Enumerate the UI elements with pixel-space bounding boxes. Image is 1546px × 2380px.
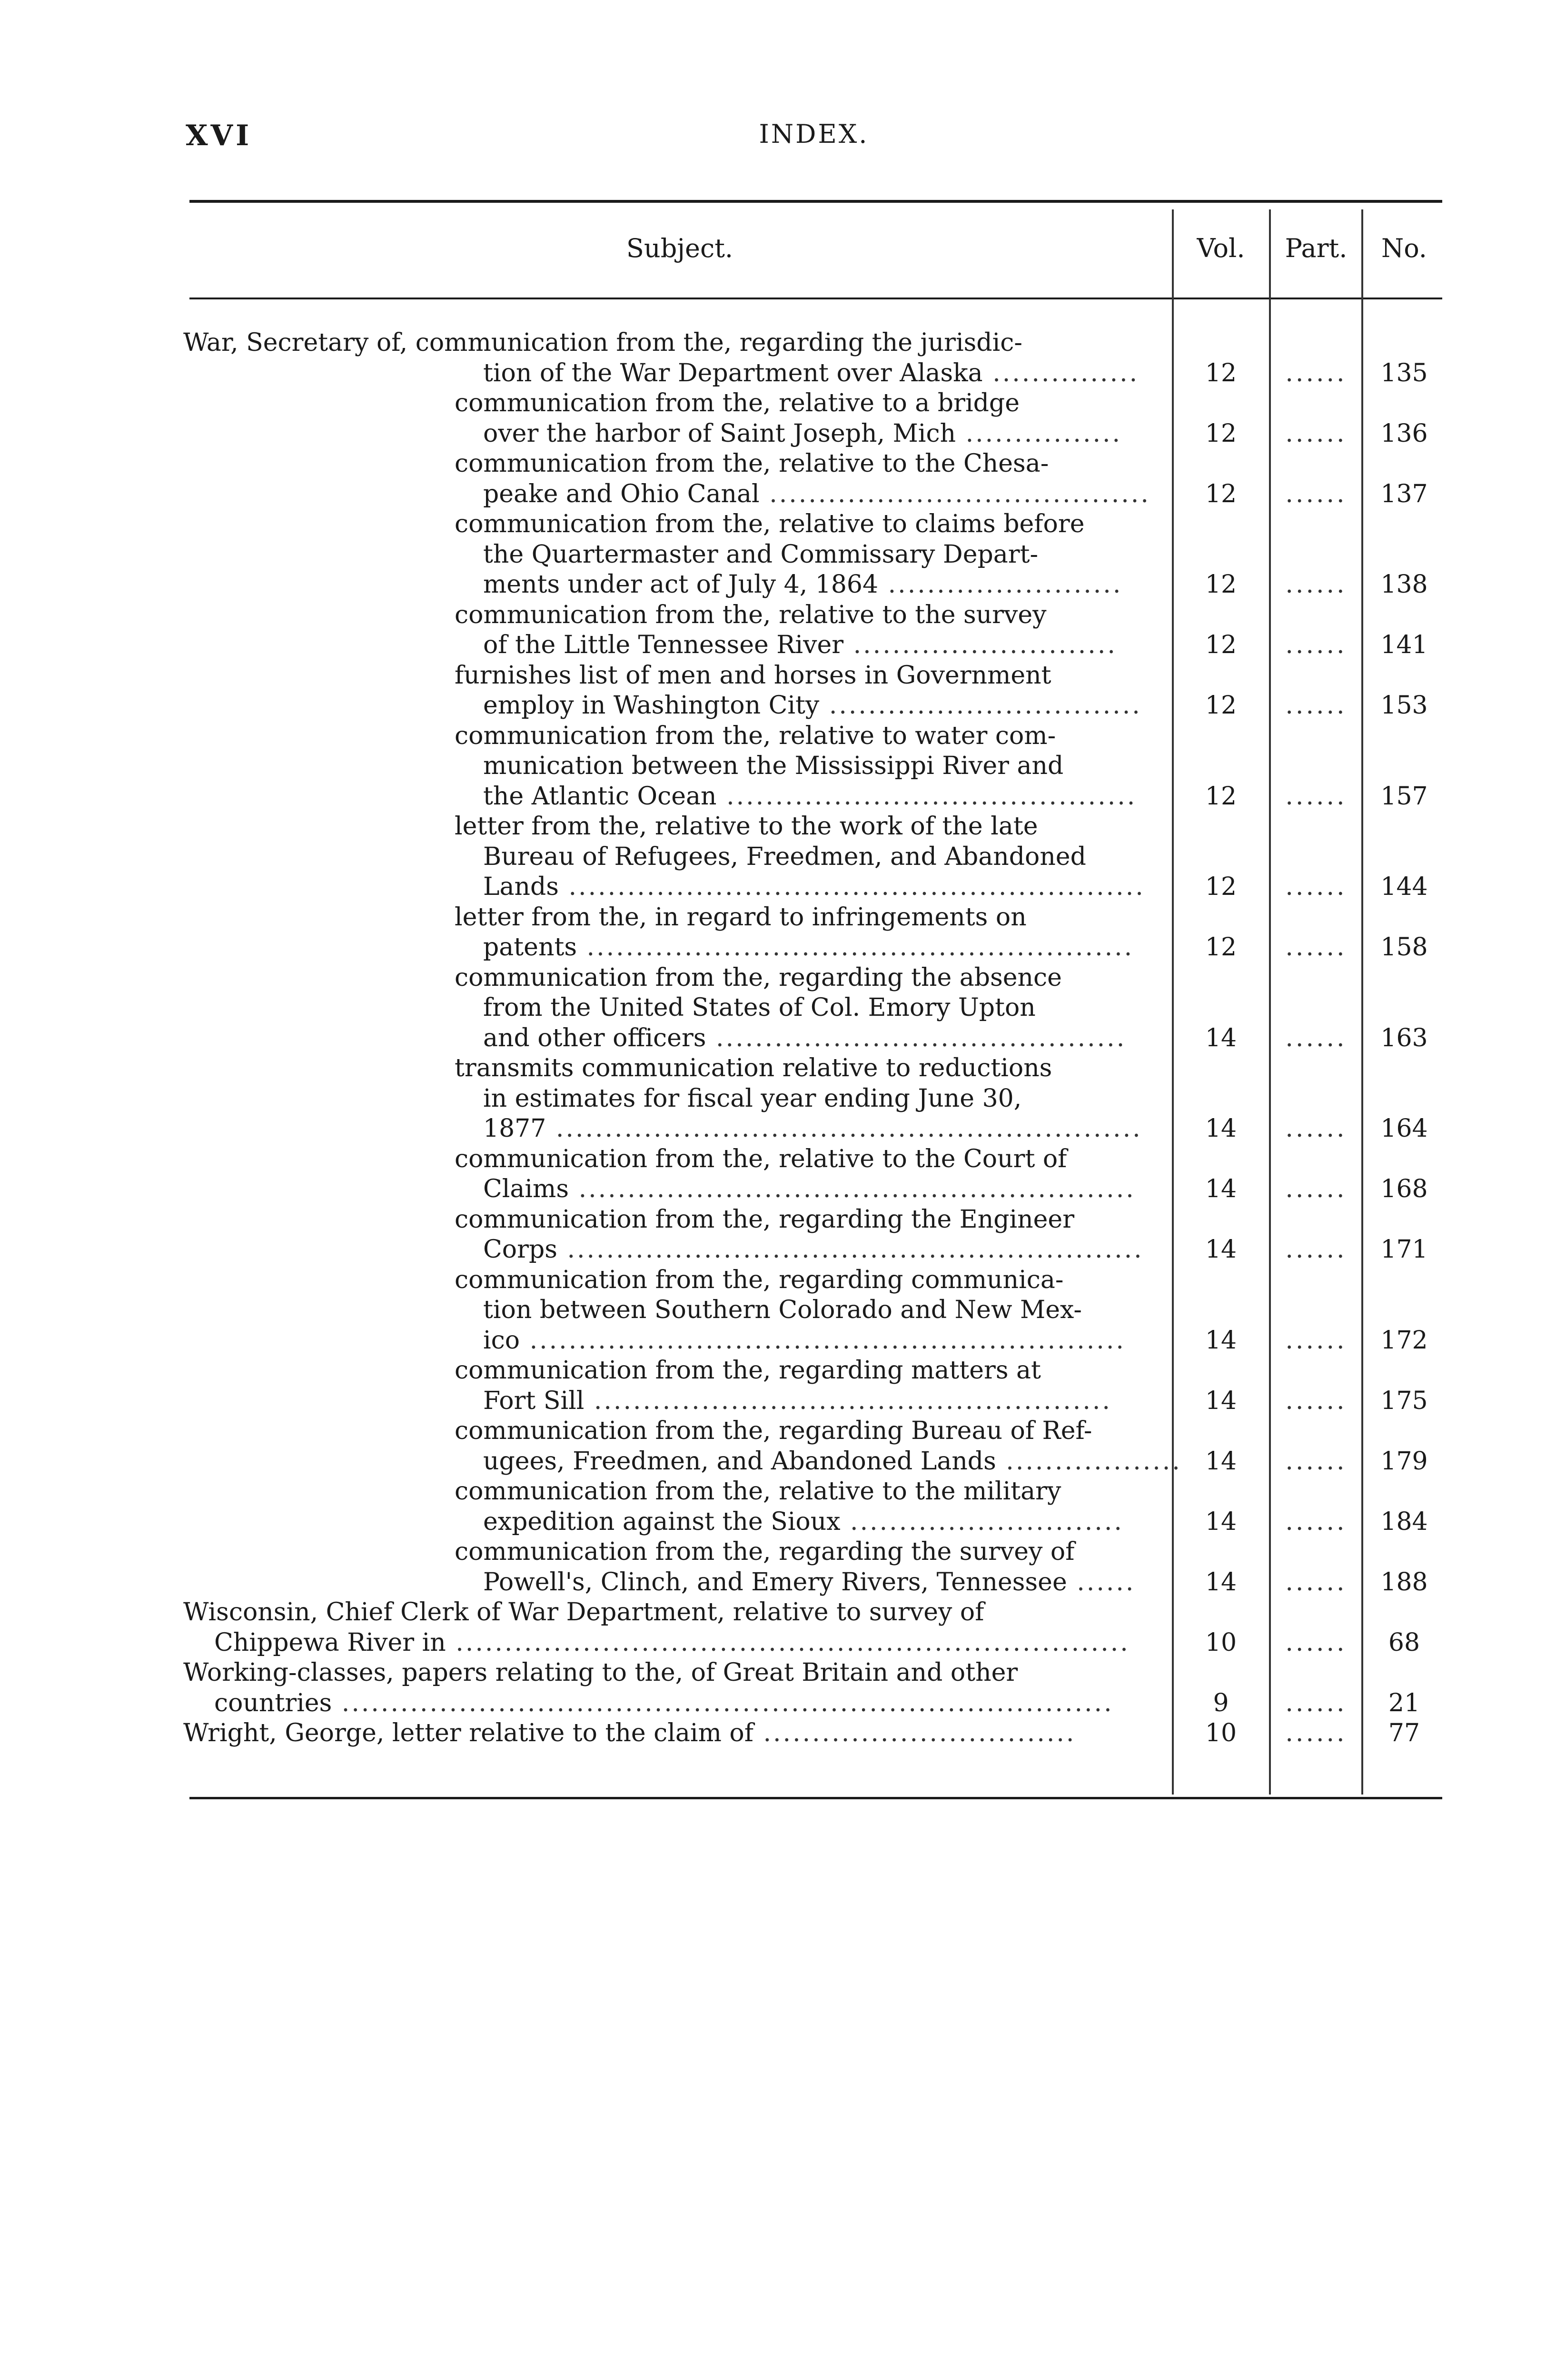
subject-line: transmits communication relative to reductions [455, 1054, 1052, 1082]
no-cell: 138 [1380, 570, 1428, 599]
part-cell: ...... [1285, 479, 1347, 508]
dot-leader: ......................................................... [569, 1175, 1136, 1203]
no-cell: 136 [1380, 419, 1428, 448]
subject-line: Bureau of Refugees, Freedmen, and Abandoned [483, 842, 1086, 871]
dot-leader: ................................ [819, 691, 1142, 720]
subject-line: Wisconsin, Chief Clerk of War Department, relative to survey of [183, 1598, 984, 1626]
no-cell: 157 [1380, 782, 1428, 811]
part-cell: ...... [1285, 1386, 1347, 1415]
vol-cell: 12 [1205, 419, 1237, 448]
part-cell: ...... [1285, 1567, 1347, 1597]
vol-cell: 14 [1205, 1567, 1237, 1597]
vol-cell: 14 [1205, 1114, 1237, 1143]
vol-cell: 12 [1205, 782, 1237, 811]
subject-line: patents ........................................................ [483, 933, 1134, 962]
subject-line: communication from the, relative to water com- [455, 721, 1056, 750]
no-cell: 164 [1380, 1114, 1428, 1143]
part-cell: ...... [1285, 570, 1347, 599]
dot-leader: ..................................................................... [446, 1628, 1130, 1657]
dot-leader: .......................................... [716, 782, 1137, 811]
dot-leader: .................. [996, 1447, 1182, 1476]
no-cell: 144 [1380, 873, 1428, 901]
bottom-rule [189, 1797, 1442, 1799]
part-cell: ...... [1285, 1688, 1347, 1717]
subject-line: Chippewa River in ..................................................................... [214, 1628, 1130, 1657]
subject-line: communication from the, regarding communica- [455, 1265, 1064, 1294]
part-cell: ...... [1285, 1114, 1347, 1143]
dot-leader: ................ [956, 419, 1122, 448]
part-cell: ...... [1285, 1719, 1347, 1747]
subject-line: letter from the, in regard to infringements on [455, 902, 1027, 932]
part-cell: ...... [1285, 691, 1347, 720]
vol-cell: 10 [1205, 1719, 1237, 1747]
no-cell: 171 [1380, 1235, 1428, 1264]
dot-leader: ............................................................. [520, 1326, 1126, 1355]
vol-cell: 14 [1205, 1326, 1237, 1355]
vol-cell: 12 [1205, 631, 1237, 659]
subject-line: from the United States of Col. Emory Upton [483, 993, 1036, 1022]
subject-line: Working-classes, papers relating to the, of Great Britain and other [183, 1658, 1018, 1687]
dot-leader: ........................................................ [577, 933, 1134, 962]
dot-leader: ............................................................ [546, 1114, 1142, 1143]
no-cell: 141 [1380, 631, 1428, 659]
subject-line: communication from the, relative to the military [455, 1477, 1061, 1506]
part-cell: ...... [1285, 782, 1347, 811]
vol-cell: 14 [1205, 1507, 1237, 1536]
subject-line: Fort Sill ..................................................... [483, 1386, 1112, 1415]
column-header-vol: Vol. [1197, 233, 1245, 263]
no-cell: 172 [1380, 1326, 1428, 1355]
subject-line: Powell's, Clinch, and Emery Rivers, Tennessee ...... [483, 1567, 1136, 1597]
column-divider [1269, 209, 1271, 1795]
vol-cell: 12 [1205, 479, 1237, 508]
subject-line: furnishes list of men and horses in Government [455, 661, 1051, 690]
part-cell: ...... [1285, 358, 1347, 387]
part-cell: ...... [1285, 1628, 1347, 1657]
subject-line: communication from the, regarding the absence [455, 963, 1062, 992]
subject-line: 1877 ............................................................ [483, 1114, 1142, 1143]
dot-leader: ............................ [840, 1507, 1124, 1536]
vol-cell: 14 [1205, 1023, 1237, 1052]
vol-cell: 14 [1205, 1386, 1237, 1415]
subject-line: expedition against the Sioux ............................ [483, 1507, 1124, 1536]
subject-line: peake and Ohio Canal ....................................... [483, 479, 1150, 508]
vol-cell: 14 [1205, 1447, 1237, 1476]
vol-cell: 12 [1205, 570, 1237, 599]
vol-cell: 14 [1205, 1175, 1237, 1203]
no-cell: 77 [1388, 1719, 1420, 1747]
part-cell: ...... [1285, 419, 1347, 448]
subject-line: over the harbor of Saint Joseph, Mich ................ [483, 419, 1122, 448]
subject-line: tion of the War Department over Alaska ............... [483, 358, 1140, 387]
no-cell: 158 [1380, 933, 1428, 962]
no-cell: 168 [1380, 1175, 1428, 1203]
dot-leader: ....................................... [759, 479, 1150, 508]
subject-line: and other officers .......................................... [483, 1023, 1127, 1052]
part-cell: ...... [1285, 873, 1347, 901]
subject-line: letter from the, relative to the work of the late [455, 812, 1038, 841]
dot-leader: ........................... [843, 631, 1117, 659]
column-header-subject: Subject. [626, 233, 733, 263]
subject-line: munication between the Mississippi River and [483, 752, 1064, 780]
vol-cell: 12 [1205, 691, 1237, 720]
part-cell: ...... [1285, 1235, 1347, 1264]
vol-cell: 10 [1205, 1628, 1237, 1657]
part-cell: ...... [1285, 1447, 1347, 1476]
subject-line: countries ............................................................................... [214, 1688, 1114, 1717]
vol-cell: 12 [1205, 358, 1237, 387]
no-cell: 21 [1388, 1688, 1420, 1717]
column-divider [1361, 209, 1363, 1795]
subject-line: tion between Southern Colorado and New Mex- [483, 1296, 1082, 1324]
header-rule [189, 298, 1442, 299]
part-cell: ...... [1285, 1023, 1347, 1052]
vol-cell: 12 [1205, 873, 1237, 901]
part-cell: ...... [1285, 1326, 1347, 1355]
subject-line: War, Secretary of, communication from the, regarding the jurisdic- [183, 328, 1022, 357]
no-cell: 184 [1380, 1507, 1428, 1536]
subject-line: communication from the, regarding the survey of [455, 1537, 1075, 1566]
subject-line: Lands ........................................................... [483, 873, 1145, 901]
no-cell: 68 [1388, 1628, 1420, 1657]
subject-line: Corps ........................................................... [483, 1235, 1144, 1264]
no-cell: 163 [1380, 1023, 1428, 1052]
subject-line: communication from the, relative to the survey [455, 600, 1047, 629]
subject-line: employ in Washington City ................................ [483, 691, 1142, 720]
no-cell: 153 [1380, 691, 1428, 720]
subject-line: communication from the, regarding the Engineer [455, 1205, 1075, 1234]
no-cell: 137 [1380, 479, 1428, 508]
column-divider [1172, 209, 1174, 1795]
subject-line: communication from the, relative to a bridge [455, 389, 1020, 417]
subject-line: ico ............................................................. [483, 1326, 1126, 1355]
page-number: XVI [186, 119, 252, 152]
subject-line: ugees, Freedmen, and Abandoned Lands .................. [483, 1447, 1182, 1476]
subject-line: Claims ......................................................... [483, 1175, 1136, 1203]
dot-leader: ................................ [753, 1719, 1076, 1747]
dot-leader: ...... [1067, 1567, 1136, 1597]
vol-cell: 9 [1213, 1688, 1229, 1717]
dot-leader: .......................................... [706, 1023, 1127, 1052]
dot-leader: ..................................................... [584, 1386, 1112, 1415]
part-cell: ...... [1285, 631, 1347, 659]
subject-line: communication from the, relative to claims before [455, 510, 1085, 538]
vol-cell: 12 [1205, 933, 1237, 962]
column-header-part: Part. [1285, 233, 1348, 263]
subject-line: in estimates for fiscal year ending June 30, [483, 1084, 1022, 1113]
vol-cell: 14 [1205, 1235, 1237, 1264]
column-header-no: No. [1381, 233, 1427, 263]
subject-line: communication from the, regarding matters at [455, 1356, 1041, 1385]
dot-leader: ........................ [878, 570, 1123, 599]
dot-leader: ........................................................... [559, 873, 1145, 901]
part-cell: ...... [1285, 933, 1347, 962]
subject-line: communication from the, relative to the Court of [455, 1144, 1067, 1173]
subject-line: communication from the, relative to the Chesa- [455, 449, 1049, 478]
no-cell: 135 [1380, 358, 1428, 387]
no-cell: 175 [1380, 1386, 1428, 1415]
subject-line: the Atlantic Ocean .......................................... [483, 782, 1137, 811]
subject-line: ments under act of July 4, 1864 ........................ [483, 570, 1123, 599]
page-title: INDEX. [759, 119, 869, 149]
page-header [186, 119, 1442, 167]
part-cell: ...... [1285, 1507, 1347, 1536]
dot-leader: ........................................................... [557, 1235, 1144, 1264]
dot-leader: ............... [982, 358, 1140, 387]
no-cell: 188 [1380, 1567, 1428, 1597]
subject-line: the Quartermaster and Commissary Depart- [483, 540, 1039, 569]
dot-leader: ............................................................................... [332, 1688, 1114, 1717]
subject-line: communication from the, regarding Bureau of Ref- [455, 1417, 1092, 1445]
subject-line: of the Little Tennessee River ........................... [483, 631, 1117, 659]
no-cell: 179 [1380, 1447, 1428, 1476]
subject-line: Wright, George, letter relative to the claim of ................................ [183, 1719, 1076, 1747]
top-rule [189, 200, 1442, 203]
part-cell: ...... [1285, 1175, 1347, 1203]
